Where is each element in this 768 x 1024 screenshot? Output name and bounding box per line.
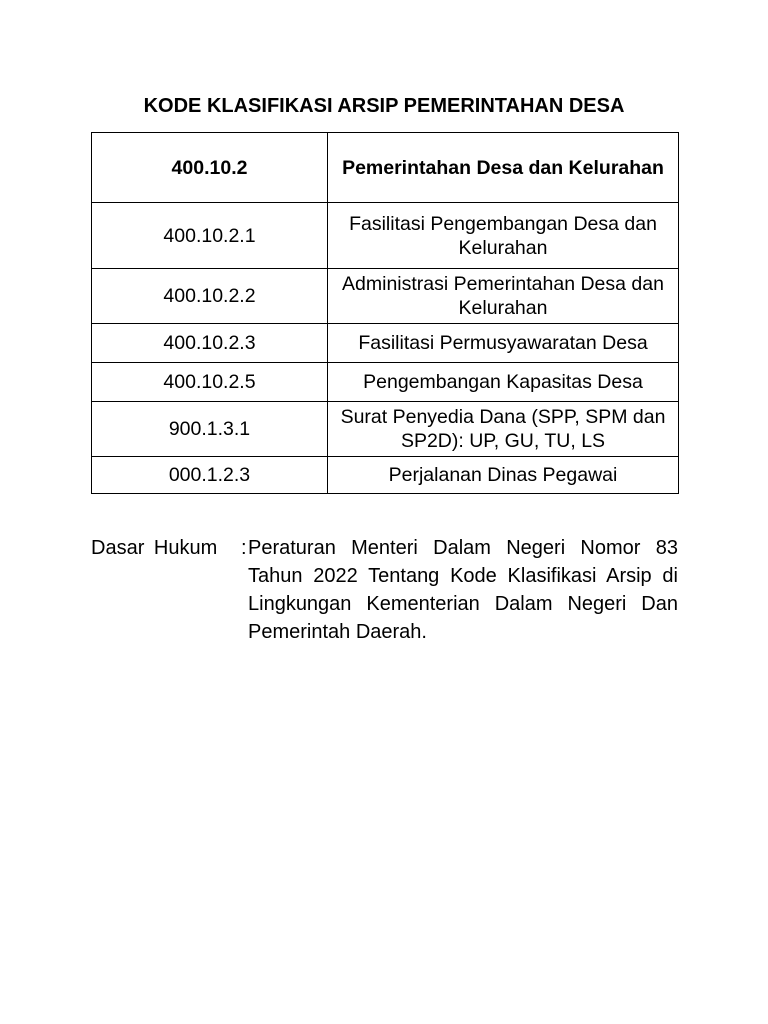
table-row xyxy=(92,269,679,324)
header-code-cell: 400.10.2 xyxy=(92,133,328,203)
table-row xyxy=(92,363,679,402)
code-cell: 900.1.3.1 xyxy=(92,402,328,457)
code-cell: 400.10.2.5 xyxy=(92,363,328,402)
description-cell: Perjalanan Dinas Pegawai xyxy=(328,457,679,494)
table-row xyxy=(92,324,679,363)
document-title: KODE KLASIFIKASI ARSIP PEMERINTAHAN DESA xyxy=(143,95,625,117)
table-row xyxy=(92,402,679,457)
legal-basis-label: Dasar Hukum xyxy=(91,537,218,559)
code-cell: 400.10.2.2 xyxy=(92,269,328,324)
description-cell: Fasilitasi Permusyawaratan Desa xyxy=(328,324,679,363)
legal-basis-separator: : xyxy=(241,537,247,559)
legal-basis-text: Peraturan Menteri Dalam Negeri Nomor 83 Tahun 2022 Tentang Kode Klasifikasi Arsip di Lingkungan Kementerian Dalam Negeri Dan Pemerintah Daerah. xyxy=(248,537,678,643)
table-row xyxy=(92,203,679,269)
description-cell: Administrasi Pemerintahan Desa dan Kelurahan xyxy=(328,269,679,324)
classification-table xyxy=(91,132,679,494)
table-row xyxy=(92,457,679,494)
description-cell: Surat Penyedia Dana (SPP, SPM dan SP2D): UP, GU, TU, LS xyxy=(328,402,679,457)
code-cell: 400.10.2.3 xyxy=(92,324,328,363)
code-cell: 400.10.2.1 xyxy=(92,203,328,269)
header-description-cell: Pemerintahan Desa dan Kelurahan xyxy=(328,133,679,203)
code-cell: 000.1.2.3 xyxy=(92,457,328,494)
table-header-row xyxy=(92,133,679,203)
description-cell: Pengembangan Kapasitas Desa xyxy=(328,363,679,402)
description-cell: Fasilitasi Pengembangan Desa dan Kelurahan xyxy=(328,203,679,269)
